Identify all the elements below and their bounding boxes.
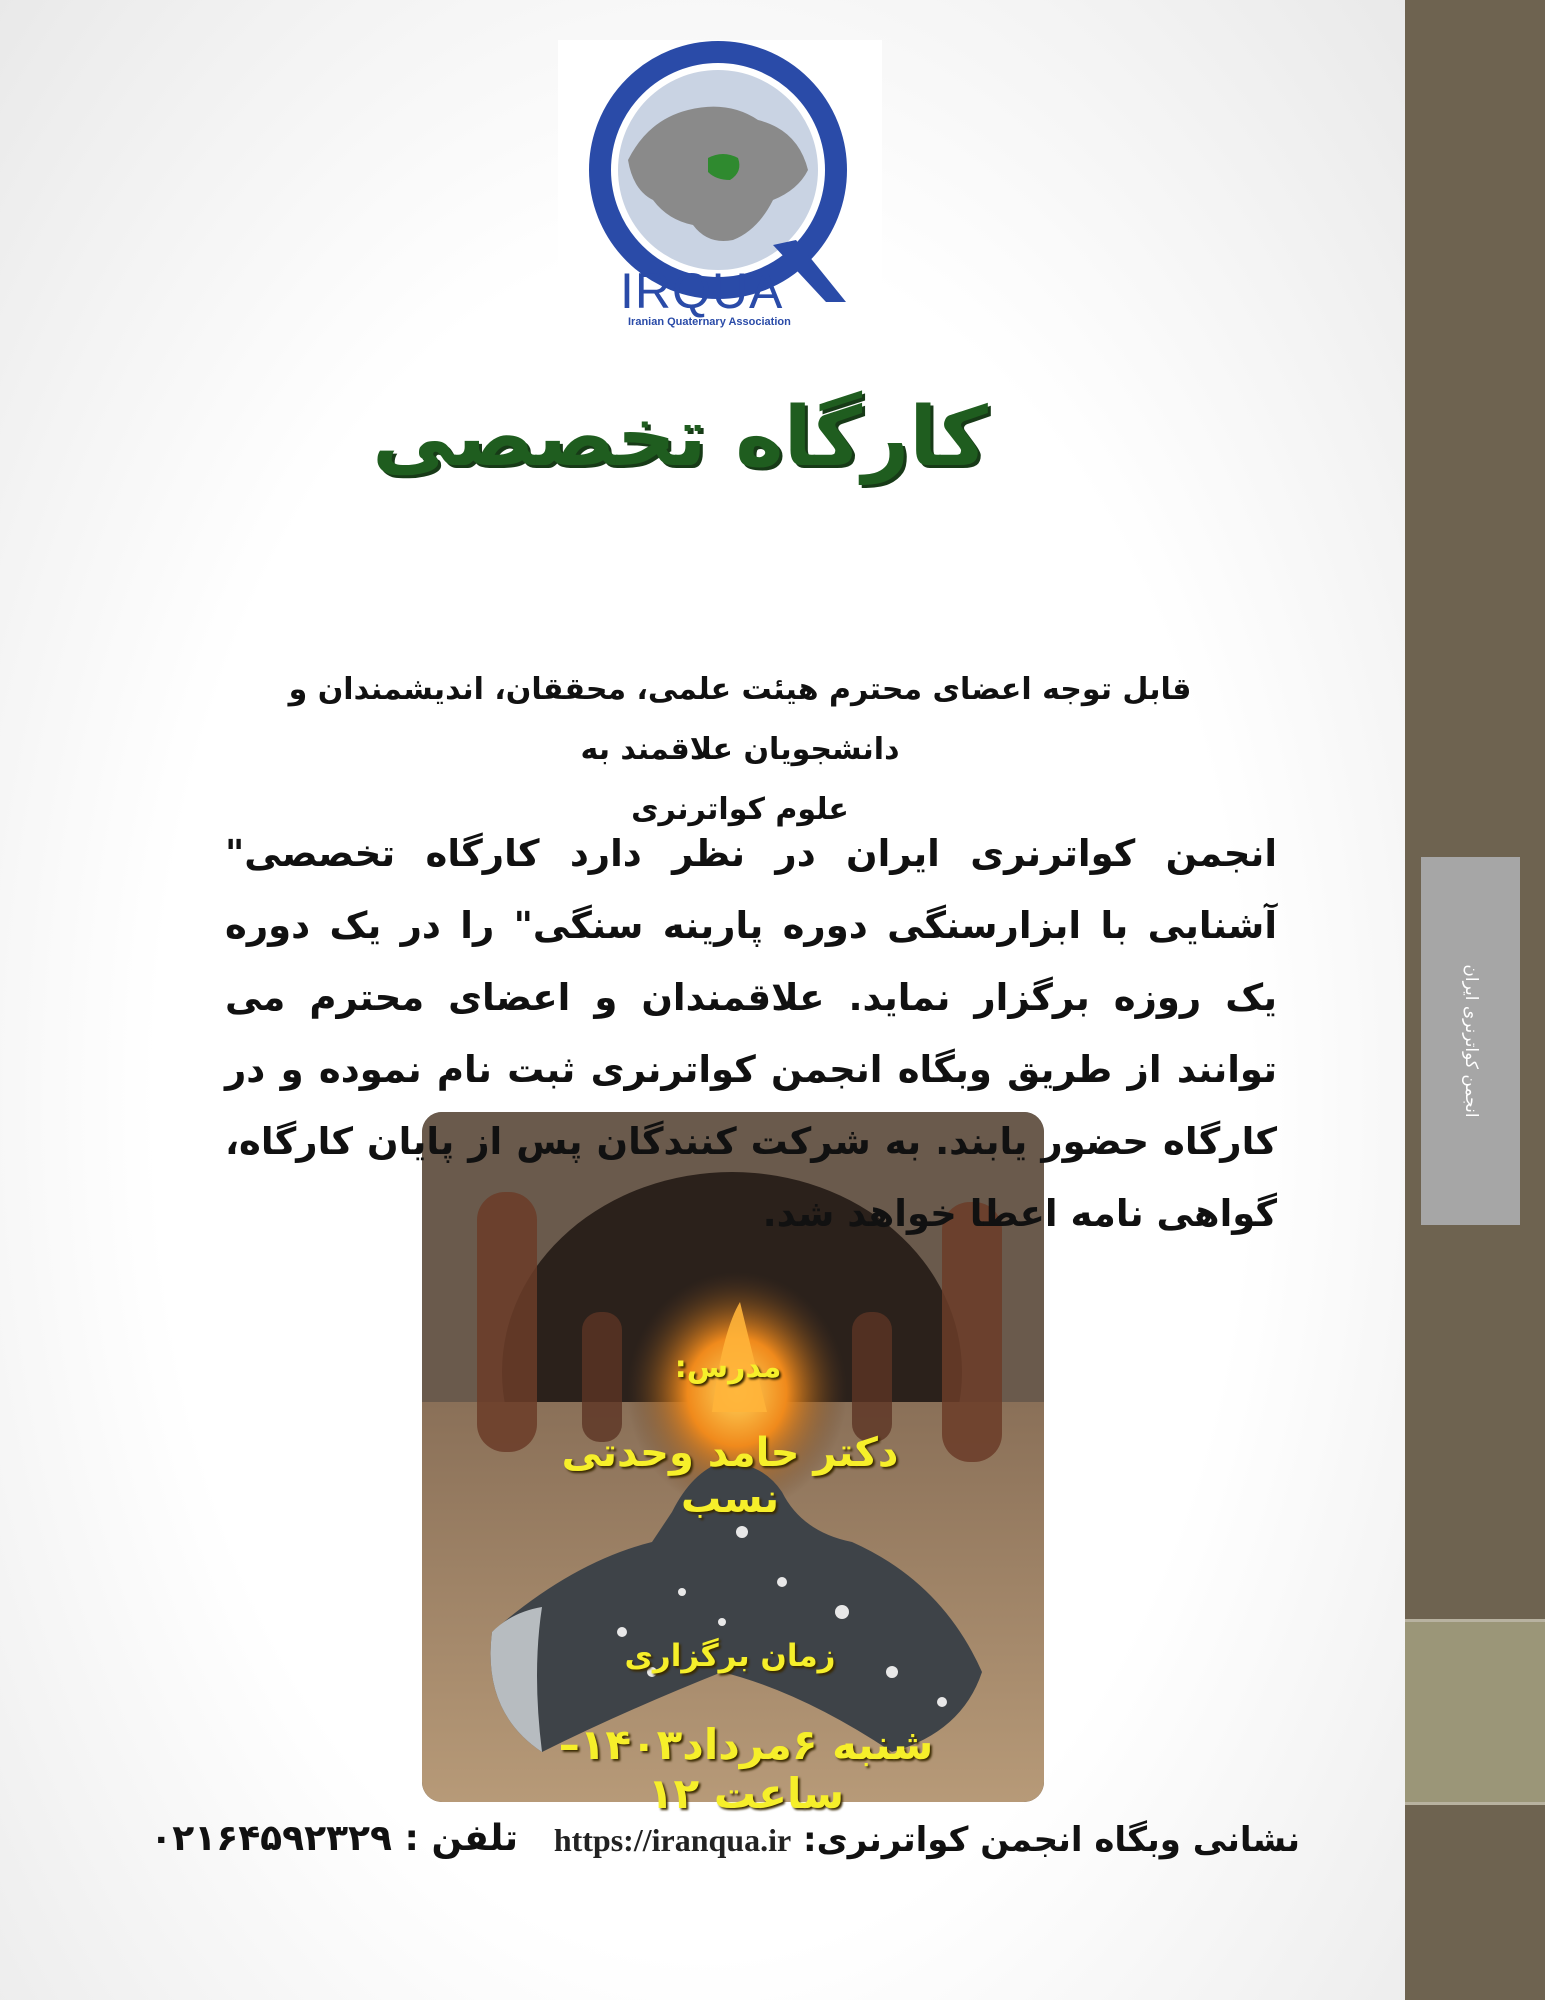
audience-line-1: قابل توجه اعضای محترم هیئت علمی، محققان، اندیشمندان و دانشجویان علاقمند به [288,672,1192,767]
phone-number[interactable]: ۰۲۱۶۴۵۹۲۳۲۹ [150,1818,392,1859]
irqua-logo [558,40,882,340]
teacher-name: دکتر حامد وحدتی نسب [561,1430,899,1522]
time-label: زمان برگزاری [624,1638,836,1674]
audience-line-2: علوم کواترنری [631,792,849,827]
footer-phone [150,1818,518,1859]
website-label: نشانی وبگاه انجمن کواترنری: [803,1820,1300,1860]
teacher-label: مدرس: [674,1350,782,1385]
sidebar-divider [1405,1619,1545,1622]
logo-subtitle: Iranian Quaternary Association [628,316,791,328]
sidebar-tab-label: انجمن کواترنری ایران [1460,964,1481,1118]
phone-label: تلفن : [404,1818,518,1859]
logo-wordmark: IRQUA [620,263,784,319]
event-datetime: شنبه ۶مرداد۱۴۰۳– ساعت ۱۲ [558,1720,934,1818]
footer-website [553,1820,1300,1860]
website-link[interactable]: https://iranqua.ir [553,1822,792,1858]
sidebar-tab [1421,857,1520,1225]
page-title: کارگاه تخصصی [372,390,988,485]
audience-notice [220,660,1260,840]
workshop-description: انجمن کواترنری ایران در نظر دارد کارگاه تخصصی" آشنایی با ابزارسنگی دوره پارینه سنگی" را در یک دوره یک روزه برگزار نماید. علاقمندان و اعضای محترم می توانند از طریق وبگاه انجمن کواترنری ثبت نام نموده و در کارگاه حضور یابند. به شرکت کنندگان پس از پایان کارگاه، گواهی نامه اعطا خواهد شد. [225,832,1277,1235]
sidebar-accent-band [1405,1622,1545,1802]
sidebar-divider [1405,1802,1545,1805]
